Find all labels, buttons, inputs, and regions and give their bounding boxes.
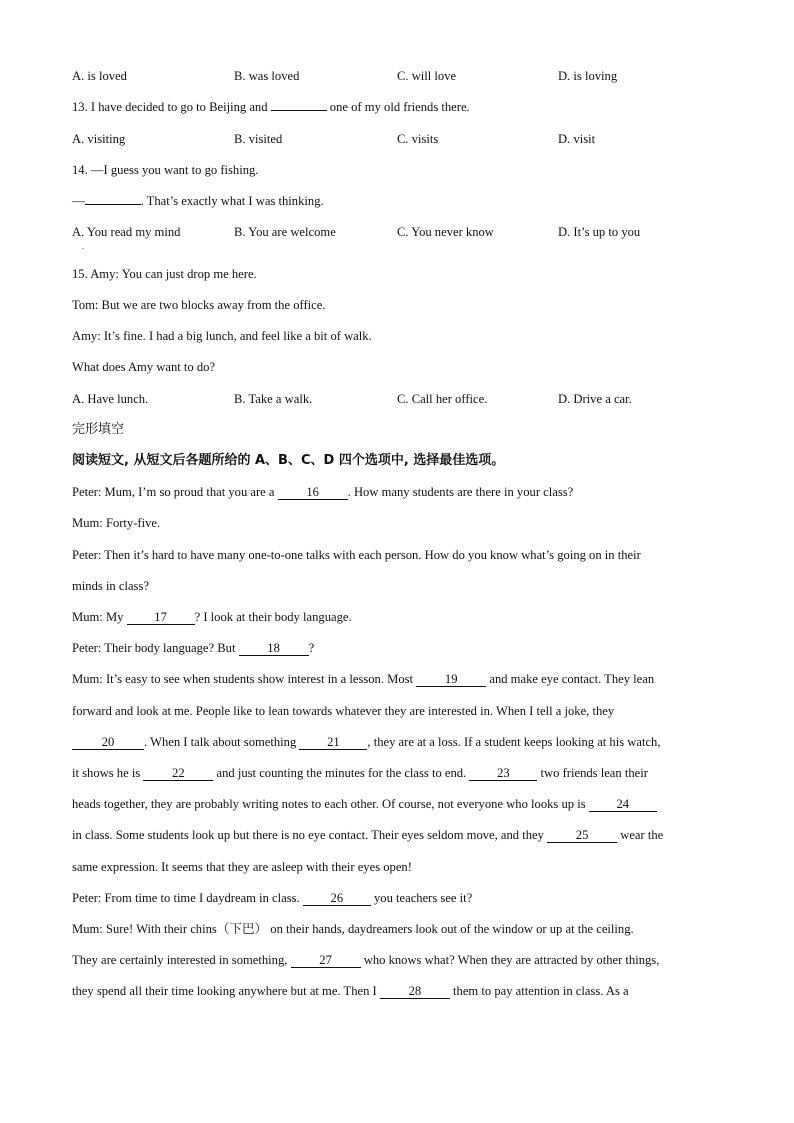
q15-line-2: Tom: But we are two blocks away from the office. xyxy=(72,298,326,312)
passage-text: , they are at a loss. If a student keeps looking at his watch, xyxy=(367,735,661,749)
q15-question: What does Amy want to do? xyxy=(72,360,216,374)
q13-option-d[interactable]: D. visit xyxy=(558,132,596,146)
q15-option-a[interactable]: A. Have lunch. xyxy=(72,392,149,406)
q15-option-d[interactable]: D. Drive a car. xyxy=(558,392,632,406)
q13-option-c[interactable]: C. visits xyxy=(397,132,439,146)
q14-dash: — xyxy=(72,194,85,208)
section-title: 完形填空 xyxy=(72,422,125,437)
blank-25[interactable]: 25 xyxy=(547,828,617,843)
q14-option-b[interactable]: B. You are welcome xyxy=(234,225,336,239)
blank-18[interactable]: 18 xyxy=(239,641,309,656)
q15-line-3: Amy: It’s fine. I had a big lunch, and feel like a bit of walk. xyxy=(72,329,372,343)
blank-21[interactable]: 21 xyxy=(299,735,367,750)
q12-option-c[interactable]: C. will love xyxy=(397,69,457,83)
q12-option-a[interactable]: A. is loved xyxy=(72,69,127,83)
q13-stem-text-end: one of my old friends there. xyxy=(326,100,470,114)
q14-option-a[interactable]: A. You read my mind xyxy=(72,225,181,239)
passage-line: same expression. It seems that they are asleep with their eyes open! xyxy=(72,860,412,874)
q12-options xyxy=(72,68,732,84)
passage-text: Mum: My xyxy=(72,610,127,624)
passage-line: Mum: Sure! With their chins（下巴） on their hands, daydreamers look out of the window or up at the ceiling. xyxy=(72,922,634,936)
passage-text: two friends lean their xyxy=(537,766,648,780)
q12-option-b[interactable]: B. was loved xyxy=(234,69,300,83)
q12-option-d[interactable]: D. is loving xyxy=(558,69,618,83)
passage-text: ? xyxy=(308,641,315,655)
passage-text: in class. Some students look up but there is no eye contact. Their eyes seldom move, and they xyxy=(72,828,548,842)
passage-text: . How many students are there in your class? xyxy=(347,485,574,499)
passage-text: them to pay attention in class. As a xyxy=(449,984,629,998)
q15-options xyxy=(72,391,732,407)
passage-text: . When I talk about something xyxy=(144,735,300,749)
blank-22[interactable]: 22 xyxy=(143,766,213,781)
q13-options xyxy=(72,131,732,147)
blank-26[interactable]: 26 xyxy=(303,891,371,906)
passage-line xyxy=(72,796,657,812)
q14-reply-text: . That’s exactly what I was thinking. xyxy=(140,194,324,208)
q15-option-c[interactable]: C. Call her office. xyxy=(397,392,488,406)
passage-text: ? I look at their body language. xyxy=(194,610,352,624)
passage-line xyxy=(72,640,314,656)
passage-text: they spend all their time looking anywhere but at me. Then I xyxy=(72,984,380,998)
passage-line xyxy=(72,952,659,968)
passage-line xyxy=(72,609,352,625)
q15-line-1: 15. Amy: You can just drop me here. xyxy=(72,267,257,281)
blank-24[interactable]: 24 xyxy=(589,797,657,812)
blank-28[interactable]: 28 xyxy=(380,984,450,999)
q13-stem xyxy=(72,99,470,115)
passage-text: wear the xyxy=(617,828,664,842)
passage-text: Peter: From time to time I daydream in class. xyxy=(72,891,303,905)
passage-text: heads together, they are probably writing notes to each other. Of course, not everyone who looks up is xyxy=(72,797,589,811)
q14-options xyxy=(72,224,732,240)
q14-dialog-line xyxy=(72,193,324,209)
passage-text: Mum: It’s easy to see when students show interest in a lesson. Most xyxy=(72,672,417,686)
blank-27[interactable]: 27 xyxy=(291,953,361,968)
passage-text: who knows what? When they are attracted by other things, xyxy=(360,953,660,967)
passage-text: and make eye contact. They lean xyxy=(486,672,655,686)
passage-line xyxy=(72,827,663,843)
passage-line xyxy=(72,890,472,906)
blank-16[interactable]: 16 xyxy=(278,485,348,500)
q13-blank[interactable] xyxy=(271,110,327,111)
passage-text: you teachers see it? xyxy=(370,891,473,905)
passage-line: forward and look at me. People like to lean towards whatever they are interested in. When I tell a joke, they xyxy=(72,704,615,718)
passage-line: Peter: Then it’s hard to have many one-to-one talks with each person. How do you know what’s going on in their xyxy=(72,548,641,562)
passage-line xyxy=(72,734,661,750)
blank-23[interactable]: 23 xyxy=(469,766,537,781)
stray-dot: . xyxy=(82,242,84,251)
q14-stem: 14. —I guess you want to go fishing. xyxy=(72,163,259,177)
passage-line xyxy=(72,983,629,999)
section-instruction: 阅读短文, 从短文后各题所给的 A、B、C、D 四个选项中, 选择最佳选项。 xyxy=(72,453,505,468)
q15-option-b[interactable]: B. Take a walk. xyxy=(234,392,313,406)
passage-text: it shows he is xyxy=(72,766,144,780)
blank-19[interactable]: 19 xyxy=(416,672,486,687)
q13-stem-text: 13. I have decided to go to Beijing and xyxy=(72,100,271,114)
passage-line: Mum: Forty-five. xyxy=(72,516,161,530)
passage-text: Peter: Their body language? But xyxy=(72,641,239,655)
passage-line xyxy=(72,671,654,687)
q14-option-c[interactable]: C. You never know xyxy=(397,225,494,239)
q13-option-a[interactable]: A. visiting xyxy=(72,132,126,146)
passage-line: minds in class? xyxy=(72,579,149,593)
passage-text: Peter: Mum, I’m so proud that you are a xyxy=(72,485,278,499)
passage-line xyxy=(72,765,648,781)
passage-line xyxy=(72,484,573,500)
passage-text: They are certainly interested in something, xyxy=(72,953,291,967)
blank-17[interactable]: 17 xyxy=(127,610,195,625)
q13-option-b[interactable]: B. visited xyxy=(234,132,283,146)
blank-20[interactable]: 20 xyxy=(72,735,144,750)
q14-option-d[interactable]: D. It’s up to you xyxy=(558,225,641,239)
q14-blank[interactable] xyxy=(85,204,141,205)
passage-text: and just counting the minutes for the class to end. xyxy=(213,766,470,780)
